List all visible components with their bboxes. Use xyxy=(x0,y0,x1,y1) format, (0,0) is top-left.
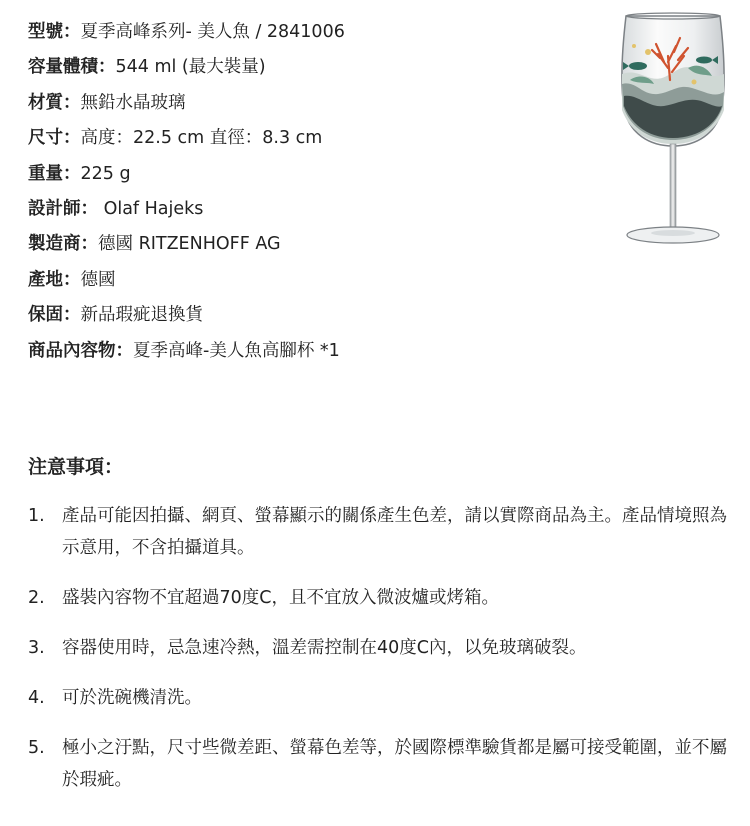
note-number: 4. xyxy=(28,688,45,708)
spec-separator: ： xyxy=(63,22,81,42)
spec-value: 新品瑕疵退換貨 xyxy=(80,305,203,326)
note-item xyxy=(28,582,728,614)
note-item xyxy=(28,500,728,564)
spec-value: 225 g xyxy=(80,163,131,184)
spec-row-contents xyxy=(28,336,588,371)
spec-value: 544 ml (最大裝量) xyxy=(115,57,266,78)
spec-value: 德國 xyxy=(80,269,116,290)
note-number: 1. xyxy=(28,506,45,526)
spec-label: 材質 xyxy=(28,92,63,113)
spec-separator: ： xyxy=(63,305,81,326)
spec-separator: ： xyxy=(63,92,81,113)
spec-separator: ： xyxy=(115,340,133,361)
spec-value: Olaf Hajeks xyxy=(98,198,204,219)
note-item xyxy=(28,732,728,796)
wine-glass-image xyxy=(608,10,738,250)
note-text: 盛裝內容物不宜超過70度C，且不宜放入微波爐或烤箱。 xyxy=(62,588,499,608)
spec-row-capacity xyxy=(28,52,588,87)
spec-row-dimensions xyxy=(28,123,588,158)
spec-value: 高度：22.5 cm 直徑：8.3 cm xyxy=(80,128,323,149)
spec-separator: ： xyxy=(63,128,81,149)
spec-label: 商品內容物 xyxy=(28,340,116,361)
spec-label: 設計師 xyxy=(28,198,81,219)
spec-value: 德國 RITZENHOFF AG xyxy=(98,234,281,255)
spec-value: 夏季高峰系列- 美人魚 / 2841006 xyxy=(80,22,345,42)
note-text: 容器使用時，忌急速冷熱，溫差需控制在40度C內，以免玻璃破裂。 xyxy=(62,638,587,658)
spec-row-designer xyxy=(28,194,588,229)
spec-separator: ： xyxy=(63,269,81,290)
note-number: 5. xyxy=(28,738,45,758)
spec-separator: ： xyxy=(80,198,98,219)
spec-separator: ： xyxy=(63,163,81,184)
spec-label: 重量 xyxy=(28,163,63,184)
spec-row-model xyxy=(28,17,588,52)
product-spec-list xyxy=(28,17,588,371)
note-number: 2. xyxy=(28,588,45,608)
note-text: 極小之汙點，尺寸些微差距、螢幕色差等，於國際標準驗貨都是屬可接受範圍，並不屬於瑕疵。 xyxy=(62,738,727,790)
spec-separator: ： xyxy=(98,57,116,78)
note-text: 產品可能因拍攝、網頁、螢幕顯示的關係產生色差，請以實際商品為主。產品情境照為示意用，不含拍攝道具。 xyxy=(62,506,727,558)
spec-value: 無鉛水晶玻璃 xyxy=(80,92,186,113)
note-item xyxy=(28,632,728,664)
note-item xyxy=(28,682,728,714)
spec-row-origin xyxy=(28,265,588,300)
spec-label: 尺寸 xyxy=(28,128,63,149)
notes-list xyxy=(28,500,728,814)
spec-label: 型號 xyxy=(28,22,63,42)
spec-label: 容量體積 xyxy=(28,57,98,78)
spec-row-warranty xyxy=(28,300,588,335)
spec-label: 保固 xyxy=(28,305,63,326)
note-number: 3. xyxy=(28,638,45,658)
spec-label: 製造商 xyxy=(28,234,81,255)
notes-title: 注意事項： xyxy=(28,456,124,478)
spec-label: 產地 xyxy=(28,269,63,290)
note-text: 可於洗碗機清洗。 xyxy=(62,688,202,708)
spec-row-material xyxy=(28,88,588,123)
spec-row-manufacturer xyxy=(28,229,588,264)
spec-separator: ： xyxy=(80,234,98,255)
spec-value: 夏季高峰-美人魚高腳杯 *1 xyxy=(133,340,340,361)
spec-row-weight xyxy=(28,159,588,194)
